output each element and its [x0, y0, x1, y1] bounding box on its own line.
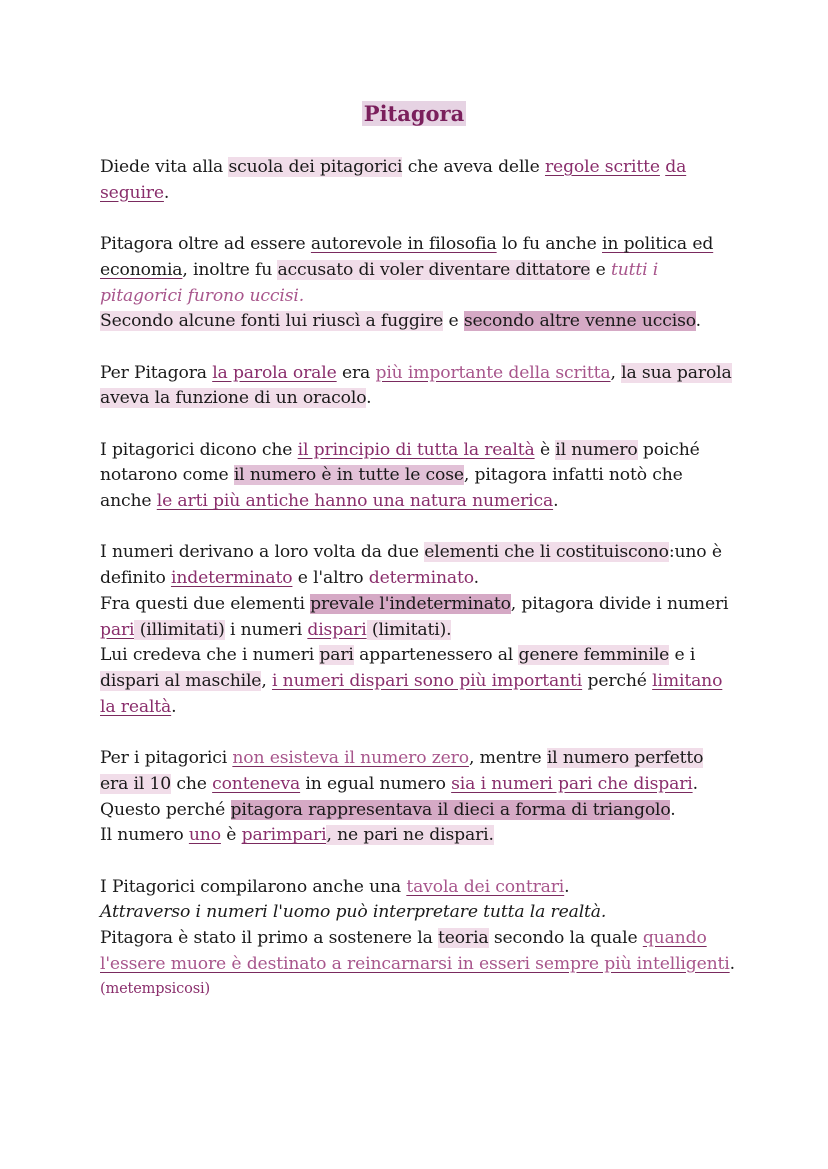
text-run: .	[553, 491, 559, 512]
text-line	[100, 746, 730, 772]
text-run: è	[534, 439, 556, 460]
paragraph-politica	[100, 232, 730, 335]
underlined-phrase: economia	[100, 259, 183, 280]
underlined-phrase: più importante della scritta	[375, 362, 611, 383]
text-run: .	[171, 696, 177, 717]
text-line	[100, 952, 735, 978]
text-line	[100, 875, 730, 901]
text-line	[100, 361, 730, 387]
underlined-phrase: i numeri dispari sono più importanti	[271, 671, 583, 691]
text-run: poiché	[637, 439, 700, 460]
text-line	[100, 772, 730, 798]
text-line	[100, 155, 730, 181]
text-run: .	[695, 311, 701, 332]
text-run: e i	[669, 645, 696, 666]
text-run: Lui credeva che i numeri	[100, 645, 320, 666]
underlined-phrase: le arti più antiche hanno una natura numerica	[156, 491, 554, 512]
highlighted-phrase: la sua parola	[621, 362, 732, 383]
text-run: .	[564, 876, 570, 897]
highlighted-phrase: il numero perfetto	[546, 748, 704, 769]
text-run: è	[220, 825, 242, 846]
text-line	[100, 540, 730, 566]
underlined-phrase: parimpari	[241, 825, 327, 846]
highlighted-phrase: era il 10	[100, 773, 172, 794]
text-run: , pitagora infatti notò che	[463, 465, 683, 486]
underlined-phrase: regole scritte	[544, 157, 660, 177]
text-line	[100, 566, 730, 592]
highlighted-phrase: Secondo alcune fonti lui riuscì a fuggire	[100, 311, 444, 332]
underlined-phrase: conteneva	[212, 773, 301, 794]
text-line	[100, 489, 730, 515]
paragraph-parola-orale	[100, 361, 730, 412]
text-run: secondo la quale	[488, 928, 643, 948]
text-run: .	[729, 953, 735, 974]
highlighted-phrase: (illimitati)	[134, 619, 225, 640]
document-title-block	[0, 99, 828, 129]
text-run: Diede vita alla	[100, 157, 229, 177]
highlighted-phrase: il numero è in tutte le cose	[233, 465, 464, 486]
underlined-phrase: autorevole in filosofia	[310, 234, 497, 255]
text-run: .	[692, 773, 698, 794]
underlined-phrase: indeterminato	[170, 568, 293, 589]
text-run: che aveva delle	[402, 157, 545, 177]
underlined-phrase: in politica ed	[602, 234, 714, 255]
text-run: Per i pitagorici	[100, 748, 233, 769]
text-line	[100, 258, 730, 284]
underlined-phrase: da	[665, 157, 687, 177]
italic-phrase: pitagorici furono uccisi.	[100, 285, 305, 306]
text-line	[100, 926, 730, 952]
text-run: notarono come	[100, 465, 234, 486]
text-run: i numeri	[224, 619, 308, 640]
highlighted-phrase: aveva la funzione di un oracolo	[100, 388, 367, 409]
text-line	[100, 977, 730, 1003]
text-run: .	[473, 568, 479, 589]
underlined-phrase: uno	[188, 825, 221, 846]
text-line	[100, 798, 730, 824]
text-run: I pitagorici dicono che	[100, 439, 298, 460]
underlined-phrase: la parola orale	[212, 362, 337, 383]
text-run: in egual numero	[300, 773, 452, 794]
highlighted-phrase: pari	[319, 645, 354, 666]
text-line	[100, 618, 730, 644]
text-run: , inoltre fu	[182, 259, 278, 280]
text-run: anche	[100, 491, 157, 512]
colored-phrase: determinato	[368, 568, 474, 589]
text-line	[100, 643, 730, 669]
text-run: Pitagora è stato il primo a sostenere la	[100, 928, 439, 948]
text-line	[100, 284, 730, 310]
text-line	[100, 438, 730, 464]
text-line	[100, 592, 730, 618]
paragraph-principio	[100, 438, 730, 515]
text-run: I numeri derivano a loro volta da due	[100, 542, 425, 563]
paragraph-numeri	[100, 540, 730, 720]
paragraph-contrari	[100, 875, 735, 1004]
underlined-phrase: sia i numeri pari che dispari	[451, 773, 693, 794]
underlined-phrase: seguire	[100, 182, 164, 203]
text-line	[100, 232, 730, 258]
text-line	[100, 900, 730, 926]
highlighted-phrase: (limitati).	[366, 619, 452, 640]
text-line	[100, 463, 730, 489]
text-run: .	[163, 182, 170, 203]
paragraph-scuola	[100, 155, 730, 206]
text-run: .	[366, 388, 372, 409]
highlighted-phrase: elementi che li costituiscono	[424, 542, 669, 563]
text-run: perché	[582, 671, 653, 691]
note-metempsicosi: (metempsicosi)	[100, 981, 210, 998]
underlined-phrase: limitano	[652, 671, 723, 691]
highlighted-phrase: prevale l'indeterminato	[310, 593, 511, 614]
text-line	[100, 669, 730, 695]
text-line	[100, 181, 730, 207]
text-run: definito	[100, 568, 171, 589]
highlighted-phrase: il numero	[555, 439, 638, 460]
text-run: :uno è	[668, 542, 722, 563]
text-run: Pitagora oltre ad essere	[100, 234, 311, 255]
paragraph-numero-perfetto	[100, 746, 730, 849]
text-run: e l'altro	[292, 568, 369, 589]
underlined-phrase: tavola dei contrari	[406, 876, 565, 897]
highlighted-phrase: teoria	[438, 928, 489, 948]
underlined-phrase: dispari	[307, 619, 367, 640]
highlighted-phrase: accusato di voler diventare dittatore	[277, 259, 591, 280]
underlined-phrase: quando	[642, 928, 707, 948]
underlined-phrase: il principio di tutta la realtà	[297, 439, 535, 460]
page-title: Pitagora	[363, 101, 465, 126]
text-run: .	[670, 799, 676, 820]
text-run: che	[171, 773, 213, 794]
underlined-phrase: l'essere muore è destinato a reincarnarsi in esseri sempre più intelligenti	[100, 953, 730, 974]
highlighted-phrase: secondo altre venne ucciso	[463, 311, 696, 332]
text-run: e	[443, 311, 464, 332]
highlighted-phrase: pitagora rappresentava il dieci a forma di triangolo	[230, 799, 671, 820]
text-run: lo fu anche	[496, 234, 602, 255]
text-line	[100, 695, 730, 721]
highlighted-phrase: dispari al maschile	[100, 671, 262, 691]
text-run: ,	[261, 671, 272, 691]
text-run: appartenessero al	[353, 645, 519, 666]
underlined-phrase: non esisteva il numero zero	[232, 748, 469, 769]
underlined-phrase: pari	[100, 619, 135, 640]
text-run: Il numero	[100, 825, 189, 846]
document-body	[100, 155, 735, 1029]
text-run: , mentre	[468, 748, 547, 769]
text-run: I Pitagorici compilarono anche una	[100, 876, 407, 897]
italic-phrase: tutti i	[610, 259, 659, 280]
italic-phrase: Attraverso i numeri l'uomo può interpretare tutta la realtà.	[100, 902, 607, 923]
text-run: era	[336, 362, 376, 383]
underlined-phrase: la realtà	[100, 696, 172, 717]
highlighted-phrase: scuola dei pitagorici	[228, 157, 403, 177]
text-run: e	[590, 259, 611, 280]
text-run: Per Pitagora	[100, 362, 213, 383]
text-line	[100, 309, 730, 335]
text-run: , pitagora divide i numeri	[510, 593, 729, 614]
text-line	[100, 823, 730, 849]
text-run: Questo perché	[100, 799, 231, 820]
highlighted-phrase: , ne pari ne dispari.	[326, 825, 494, 846]
text-run: ,	[610, 362, 622, 383]
highlighted-phrase: genere femminile	[518, 645, 670, 666]
text-line	[100, 386, 730, 412]
text-run: Fra questi due elementi	[100, 593, 311, 614]
